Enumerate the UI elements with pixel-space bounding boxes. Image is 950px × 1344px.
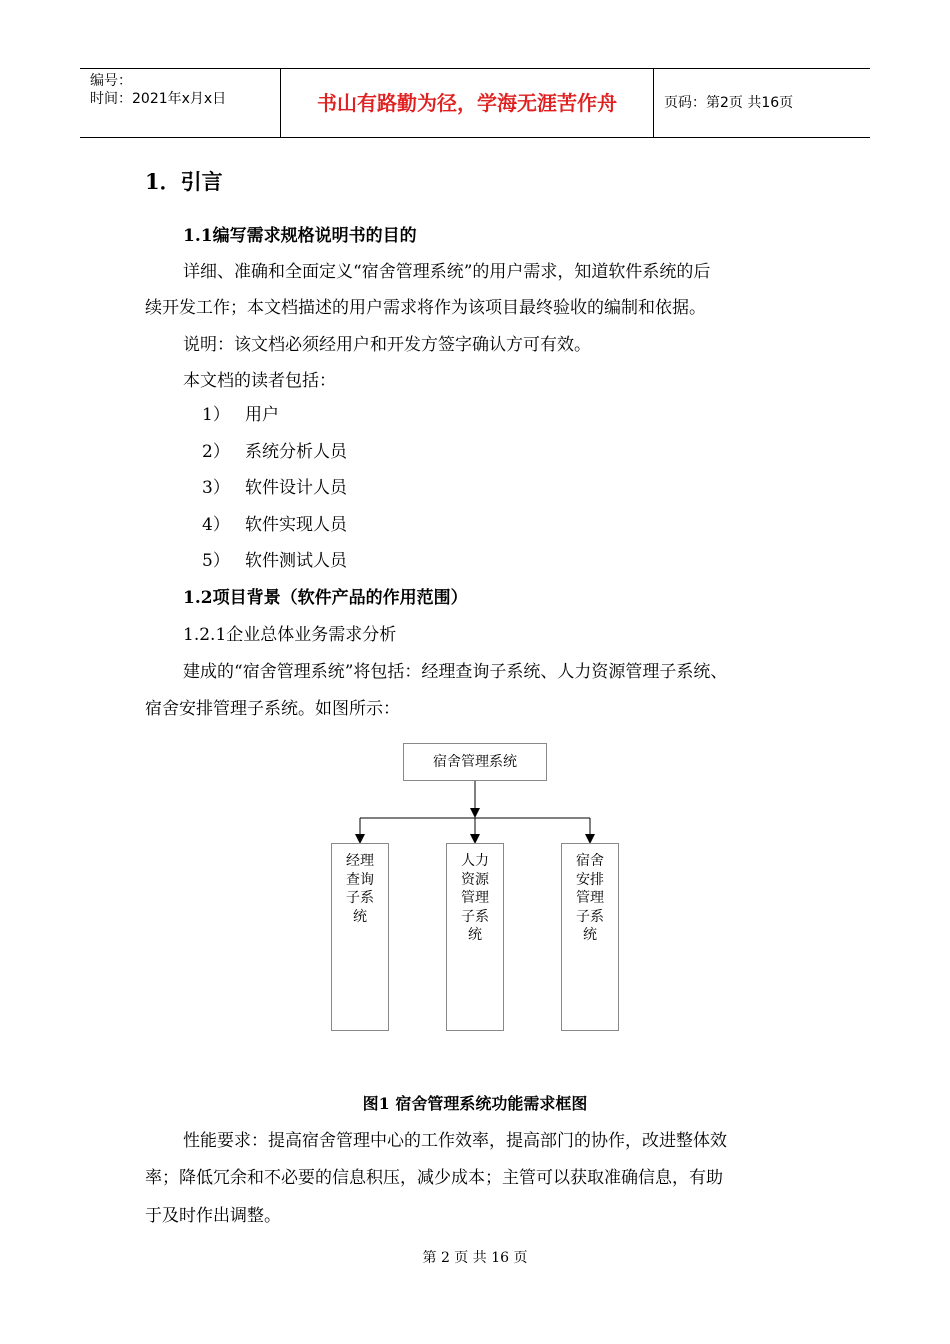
document-header <box>80 68 870 138</box>
paragraph-scope-line1: 建成的“宿舍管理系统”将包括：经理查询子系统、人力资源管理子系统、 <box>183 662 728 682</box>
paragraph-performance-line1: 性能要求：提高宿舍管理中心的工作效率，提高部门的协作，改进整体效 <box>183 1131 727 1151</box>
paragraph-purpose-line1: 详细、准确和全面定义“宿舍管理系统”的用户需求，知道软件系统的后 <box>183 262 711 282</box>
paragraph-purpose-line2: 续开发工作；本文档描述的用户需求将作为该项目最终验收的编制和依据。 <box>145 298 706 318</box>
section-title: 1．引言 <box>145 169 223 194</box>
diagram-child-label: 宿舍安排管理子系统 <box>576 853 604 943</box>
header-date: 时间：2021年x月x日 <box>90 91 227 107</box>
header-number: 编号： <box>90 73 132 89</box>
list-item: 软件设计人员 <box>245 478 347 498</box>
list-item: 系统分析人员 <box>245 442 347 462</box>
paragraph-performance-line2: 率；降低冗余和不必要的信息积压，减少成本；主管可以获取准确信息，有助 <box>145 1168 723 1188</box>
figure-caption: 图1 宿舍管理系统功能需求框图 <box>362 1094 588 1113</box>
list-item-num: 5） <box>202 551 230 571</box>
header-motto: 书山有路勤为径，学海无涯苦作舟 <box>280 69 654 137</box>
subsection-title-1-2: 1.2项目背景（软件产品的作用范围） <box>183 588 468 608</box>
list-item-num: 4） <box>202 515 230 535</box>
list-item-num: 1） <box>202 405 230 425</box>
subsubsection-title: 1.2.1企业总体业务需求分析 <box>183 625 397 645</box>
list-item: 软件测试人员 <box>245 551 347 571</box>
diagram-child-label: 人力资源管理子系统 <box>461 853 489 943</box>
header-page-info: 页码：第2页 共16页 <box>664 95 794 111</box>
header-meta <box>80 69 280 137</box>
diagram-child-node <box>446 843 504 1031</box>
list-item-num: 3） <box>202 478 230 498</box>
list-item: 软件实现人员 <box>245 515 347 535</box>
list-item-num: 2） <box>202 442 230 462</box>
diagram-child-node <box>561 843 619 1031</box>
paragraph-note: 说明：该文档必须经用户和开发方签字确认方可有效。 <box>183 335 591 355</box>
diagram-root-node: 宿舍管理系统 <box>403 743 547 781</box>
page-footer: 第 2 页 共 16 页 <box>422 1250 528 1266</box>
diagram-child-label: 经理查询子系统 <box>346 853 374 925</box>
paragraph-scope-line2: 宿舍安排管理子系统。如图所示： <box>145 699 400 719</box>
paragraph-performance-line3: 于及时作出调整。 <box>145 1206 281 1226</box>
diagram-child-node <box>331 843 389 1031</box>
paragraph-readers: 本文档的读者包括： <box>183 371 336 391</box>
subsection-title-1-1: 1.1编写需求规格说明书的目的 <box>183 226 417 246</box>
list-item: 用户 <box>245 405 279 425</box>
